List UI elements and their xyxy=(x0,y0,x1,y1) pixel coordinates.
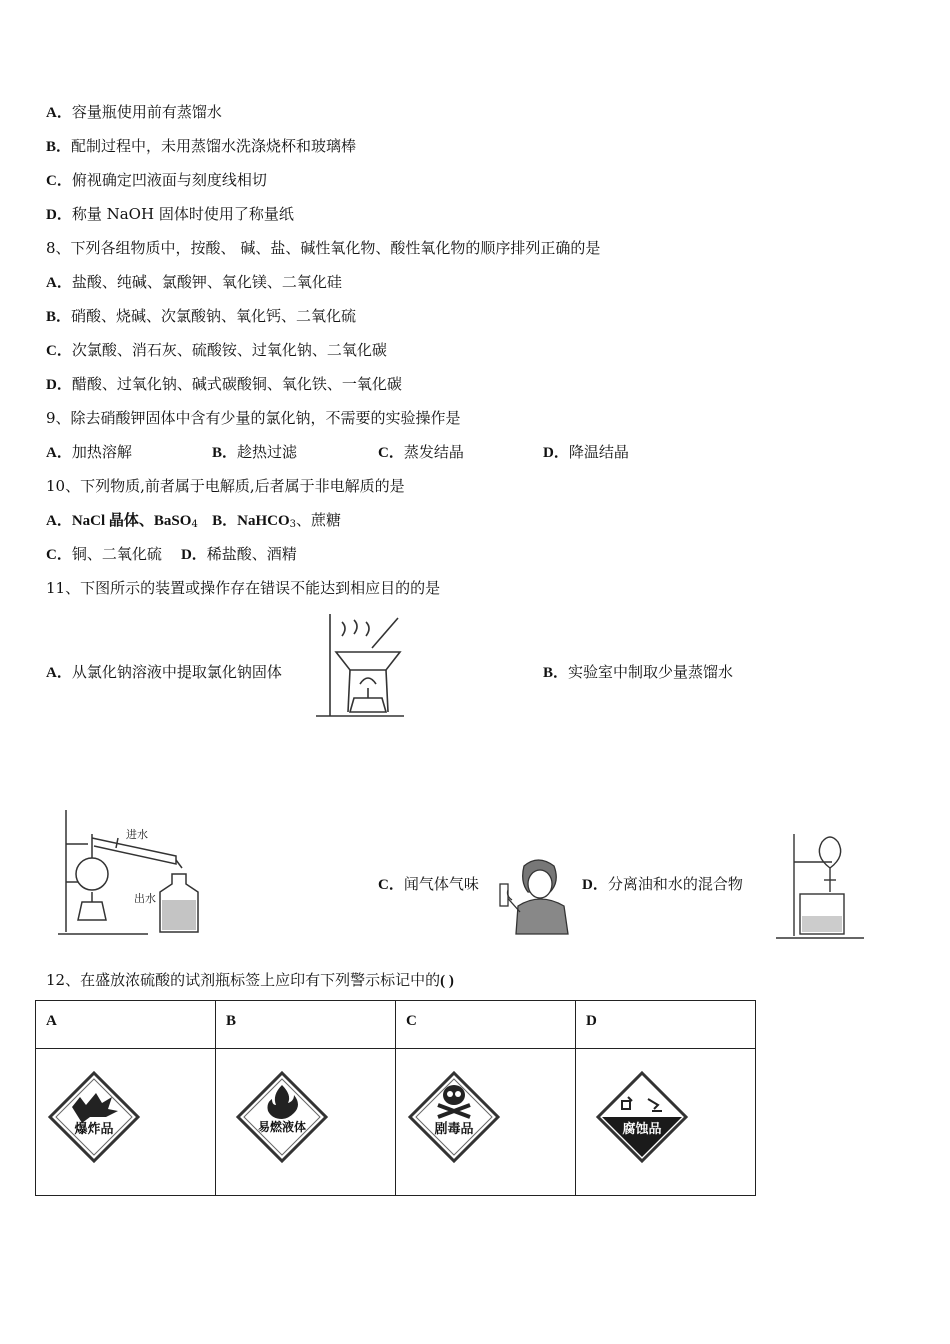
q7-option-a: A．容量瓶使用前有蒸馏水 xyxy=(46,103,222,121)
flammable-liquid-sign-icon xyxy=(232,1067,332,1167)
q11-option-b: B．实验室中制取少量蒸馏水 xyxy=(543,663,734,681)
separatory-funnel-figure xyxy=(772,832,866,942)
table-header-c: C xyxy=(396,1001,576,1049)
q8-stem: 8、下列各组物质中，按酸、 碱、盐、碱性氧化物、酸性氧化物的顺序排列正确的是 xyxy=(46,239,601,257)
evaporation-apparatus-figure xyxy=(312,612,408,718)
q10-stem: 10、下列物质,前者属于电解质,后者属于非电解质的是 xyxy=(46,477,405,495)
svg-text:易燃液体: 易燃液体 xyxy=(257,1120,307,1134)
q9-stem: 9、除去硝酸钾固体中含有少量的氯化钠，不需要的实验操作是 xyxy=(46,409,461,427)
q9-option-c: C．蒸发结晶 xyxy=(378,443,464,461)
q11-stem: 11、下图所示的装置或操作存在错误不能达到相应目的的是 xyxy=(46,579,441,597)
table-header-a: A xyxy=(36,1001,216,1049)
warning-signs-table xyxy=(35,1000,756,1196)
toxic-sign-icon xyxy=(404,1067,504,1167)
condenser-in-label: 进水 xyxy=(126,828,148,841)
q8-option-b: B．硝酸、烧碱、次氯酸钠、氧化钙、二氧化硫 xyxy=(46,307,357,325)
corrosive-sign-icon xyxy=(592,1067,692,1167)
q12-stem: 12、在盛放浓硫酸的试剂瓶标签上应印有下列警示标记中的( ) xyxy=(46,971,454,989)
q11-option-a: A．从氯化钠溶液中提取氯化钠固体 xyxy=(46,663,282,681)
q8-option-c: C．次氯酸、消石灰、硫酸铵、过氧化钠、二氧化碳 xyxy=(46,341,387,359)
distillation-apparatus-figure xyxy=(56,808,208,940)
svg-text:爆炸品: 爆炸品 xyxy=(74,1122,114,1137)
q9-option-d: D．降温结晶 xyxy=(543,443,629,461)
explosive-sign-icon xyxy=(44,1067,144,1167)
sign-cell-a xyxy=(36,1049,216,1196)
sign-cell-d xyxy=(576,1049,756,1196)
sign-cell-b xyxy=(216,1049,396,1196)
q10-option-ab: A．NaCl 晶体、BaSO$_4$ B．NaHCO$_3$、蔗糖 xyxy=(46,511,342,530)
q11-option-c: C．闻气体气味 xyxy=(378,875,479,893)
sign-cell-c xyxy=(396,1049,576,1196)
table-header-d: D xyxy=(576,1001,756,1049)
q7-option-d: D．称量 NaOH 固体时使用了称量纸 xyxy=(46,205,294,223)
smelling-gas-figure xyxy=(490,854,570,936)
q7-option-c: C．俯视确定凹液面与刻度线相切 xyxy=(46,171,267,189)
q9-option-b: B．趁热过滤 xyxy=(212,443,298,461)
table-header-b: B xyxy=(216,1001,396,1049)
condenser-out-label: 出水 xyxy=(134,892,156,905)
q8-option-d: D．醋酸、过氧化钠、碱式碳酸铜、氧化铁、一氧化碳 xyxy=(46,375,402,393)
svg-text:腐蚀品: 腐蚀品 xyxy=(622,1122,662,1137)
q7-option-b: B．配制过程中，未用蒸馏水洗涤烧杯和玻璃棒 xyxy=(46,137,357,155)
q10-option-cd: C．铜、二氧化硫 D．稀盐酸、酒精 xyxy=(46,545,297,563)
svg-text:剧毒品: 剧毒品 xyxy=(434,1122,474,1137)
q8-option-a: A．盐酸、纯碱、氯酸钾、氧化镁、二氧化硅 xyxy=(46,273,342,291)
q11-option-d: D．分离油和水的混合物 xyxy=(582,875,743,893)
q9-option-a: A．加热溶解 xyxy=(46,443,132,461)
